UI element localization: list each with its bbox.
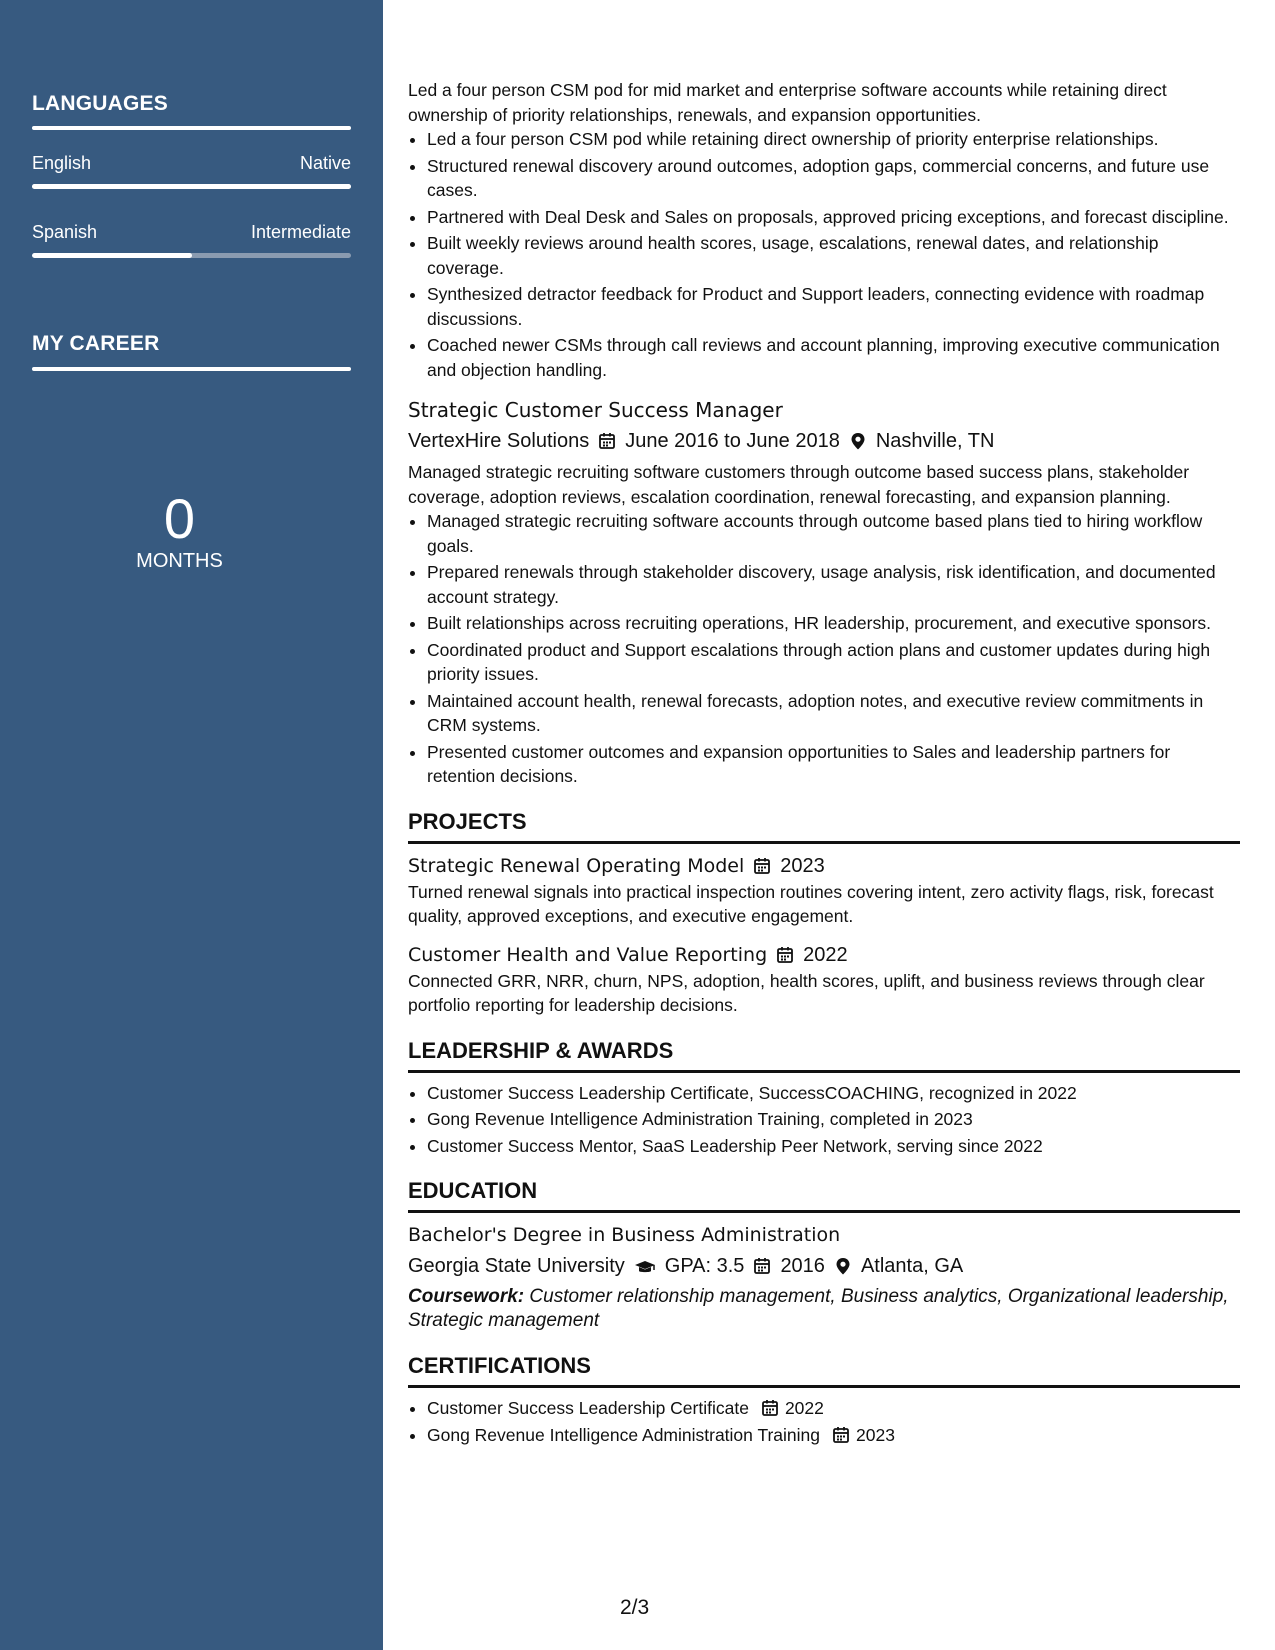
- job2-dates: June 2016 to June 2018: [625, 430, 840, 452]
- list-item: • Prepared renewals through stakeholder discovery, usage analysis, risk identification, and documented account strategy.: [427, 560, 1240, 609]
- list-item: • Maintained account health, renewal forecasts, adoption notes, and executive review commitments in CRM systems.: [427, 689, 1240, 738]
- calendar-icon: [776, 946, 794, 964]
- certification-year: 2022: [784, 1398, 824, 1418]
- career-rule: [32, 367, 351, 371]
- list-item: • Built weekly reviews around health scores, usage, escalations, renewal dates, and relationship coverage.: [427, 231, 1240, 280]
- language-level: Native: [299, 153, 351, 173]
- job2-summary: Managed strategic recruiting software customers through outcome based success plans, stakeholder coverage, adoption reviews, escalation coordination, renewal forecasting, and expansion planning.: [408, 462, 1190, 507]
- list-item: • Coordinated product and Support escalations through action plans and customer updates during high priority issues.: [427, 638, 1240, 687]
- calendar-icon: [753, 1257, 771, 1275]
- project-description: Turned renewal signals into practical inspection routines covering intent, zero activity flags, risk, forecast quality, approved exceptions, and executive engagement.: [408, 881, 1214, 926]
- coursework: [408, 1285, 1240, 1333]
- job1-bullets: [408, 127, 1240, 382]
- language-name: English: [32, 153, 92, 173]
- language-bar-spanish: [32, 253, 351, 258]
- language-level: Intermediate: [250, 222, 351, 242]
- certification-name: • Gong Revenue Intelligence Administration Training: [427, 1424, 821, 1445]
- job2-location: Nashville, TN: [875, 430, 995, 452]
- graduation-cap-icon: [634, 1257, 656, 1275]
- projects-heading: PROJECTS: [408, 808, 527, 834]
- calendar-icon: [598, 432, 616, 450]
- list-item: • Managed strategic recruiting software accounts through outcome based plans tied to hiring workflow goals.: [427, 509, 1240, 558]
- project-title: Customer Health and Value Reporting: [408, 943, 768, 966]
- leadership-list: [408, 1081, 1240, 1159]
- map-pin-icon: [849, 432, 867, 450]
- section-rule: [408, 1070, 1240, 1073]
- languages-heading: LANGUAGES: [32, 92, 168, 115]
- education-heading: EDUCATION: [408, 1178, 538, 1203]
- calendar-icon: [761, 1399, 779, 1417]
- language-spanish: [32, 222, 351, 243]
- leadership-heading: LEADERSHIP & AWARDS: [408, 1037, 674, 1063]
- career-heading: MY CAREER: [32, 332, 160, 355]
- certifications-list: [408, 1396, 1240, 1447]
- list-item: • Structured renewal discovery around outcomes, adoption gaps, commercial concerns, and future use cases.: [427, 154, 1240, 203]
- list-item: • Gong Revenue Intelligence Administration Training, completed in 2023: [427, 1107, 1240, 1132]
- project-year: 2022: [803, 943, 848, 966]
- certifications-heading: CERTIFICATIONS: [408, 1353, 591, 1378]
- main-content: [408, 78, 1240, 1449]
- career-months-unit: MONTHS: [136, 550, 223, 572]
- calendar-icon: [832, 1426, 850, 1444]
- certification-year: 2023: [856, 1424, 895, 1445]
- degree-title: Bachelor's Degree in Business Administration: [408, 1224, 841, 1246]
- job2-meta: [408, 426, 1240, 456]
- project-year: 2023: [780, 854, 825, 877]
- list-item: • Partnered with Deal Desk and Sales on proposals, approved pricing exceptions, and forecast discipline.: [427, 205, 1240, 230]
- list-item: • Customer Success Mentor, SaaS Leadership Peer Network, serving since 2022: [427, 1134, 1240, 1159]
- gpa: GPA: 3.5: [664, 1255, 745, 1277]
- section-rule: [408, 1385, 1240, 1388]
- job2-bullets: [408, 509, 1240, 789]
- project-title-row: [408, 941, 1240, 969]
- list-item: • Presented customer outcomes and expansion opportunities to Sales and leadership partners for retention decisions.: [427, 740, 1240, 789]
- list-item: [427, 1423, 1240, 1448]
- sidebar: [0, 0, 383, 1650]
- language-name: Spanish: [32, 222, 98, 242]
- project-title: Strategic Renewal Operating Model: [408, 854, 745, 877]
- career-months-value: 0: [163, 487, 196, 550]
- language-english: [32, 153, 351, 174]
- list-item: • Synthesized detractor feedback for Product and Support leaders, connecting evidence with roadmap discussions.: [427, 282, 1240, 331]
- job2-company: VertexHire Solutions: [408, 430, 590, 452]
- list-item: • Built relationships across recruiting operations, HR leadership, procurement, and executive sponsors.: [427, 611, 1240, 636]
- coursework-text: Customer relationship management, Business analytics, Organizational leadership, Strategic management: [408, 1286, 1229, 1331]
- calendar-icon: [753, 857, 771, 875]
- section-rule: [408, 841, 1240, 844]
- education-meta: [408, 1251, 1240, 1281]
- school-name: Georgia State University: [408, 1255, 625, 1277]
- school-location: Atlanta, GA: [860, 1255, 964, 1277]
- section-rule: [408, 1210, 1240, 1213]
- list-item: • Coached newer CSMs through call reviews and account planning, improving executive communication and objection handling.: [427, 333, 1240, 382]
- certification-name: • Customer Success Leadership Certificate: [427, 1398, 749, 1418]
- list-item: [427, 1396, 1240, 1421]
- project-description: Connected GRR, NRR, churn, NPS, adoption, health scores, uplift, and business reviews through clear portfolio reporting for leadership decisions.: [408, 970, 1205, 1015]
- job1-intro: Led a four person CSM pod for mid market and enterprise software accounts while retaining direct ownership of priority relationships, renewals, and expansion opportunities.: [408, 80, 1167, 125]
- project-title-row: [408, 852, 1240, 880]
- languages-rule: [32, 126, 351, 130]
- list-item: • Customer Success Leadership Certificate, SuccessCOACHING, recognized in 2022: [427, 1081, 1240, 1106]
- language-bar-fill: [32, 184, 351, 189]
- list-item: • Led a four person CSM pod while retaining direct ownership of priority enterprise relationships.: [427, 127, 1240, 152]
- language-bar-fill: [32, 253, 192, 258]
- coursework-label: Coursework:: [408, 1286, 525, 1307]
- page-number: 2/3: [620, 1596, 650, 1619]
- map-pin-icon: [834, 1257, 852, 1275]
- graduation-year: 2016: [780, 1255, 825, 1277]
- job2-title: Strategic Customer Success Manager: [408, 398, 783, 422]
- language-bar-english: [32, 184, 351, 189]
